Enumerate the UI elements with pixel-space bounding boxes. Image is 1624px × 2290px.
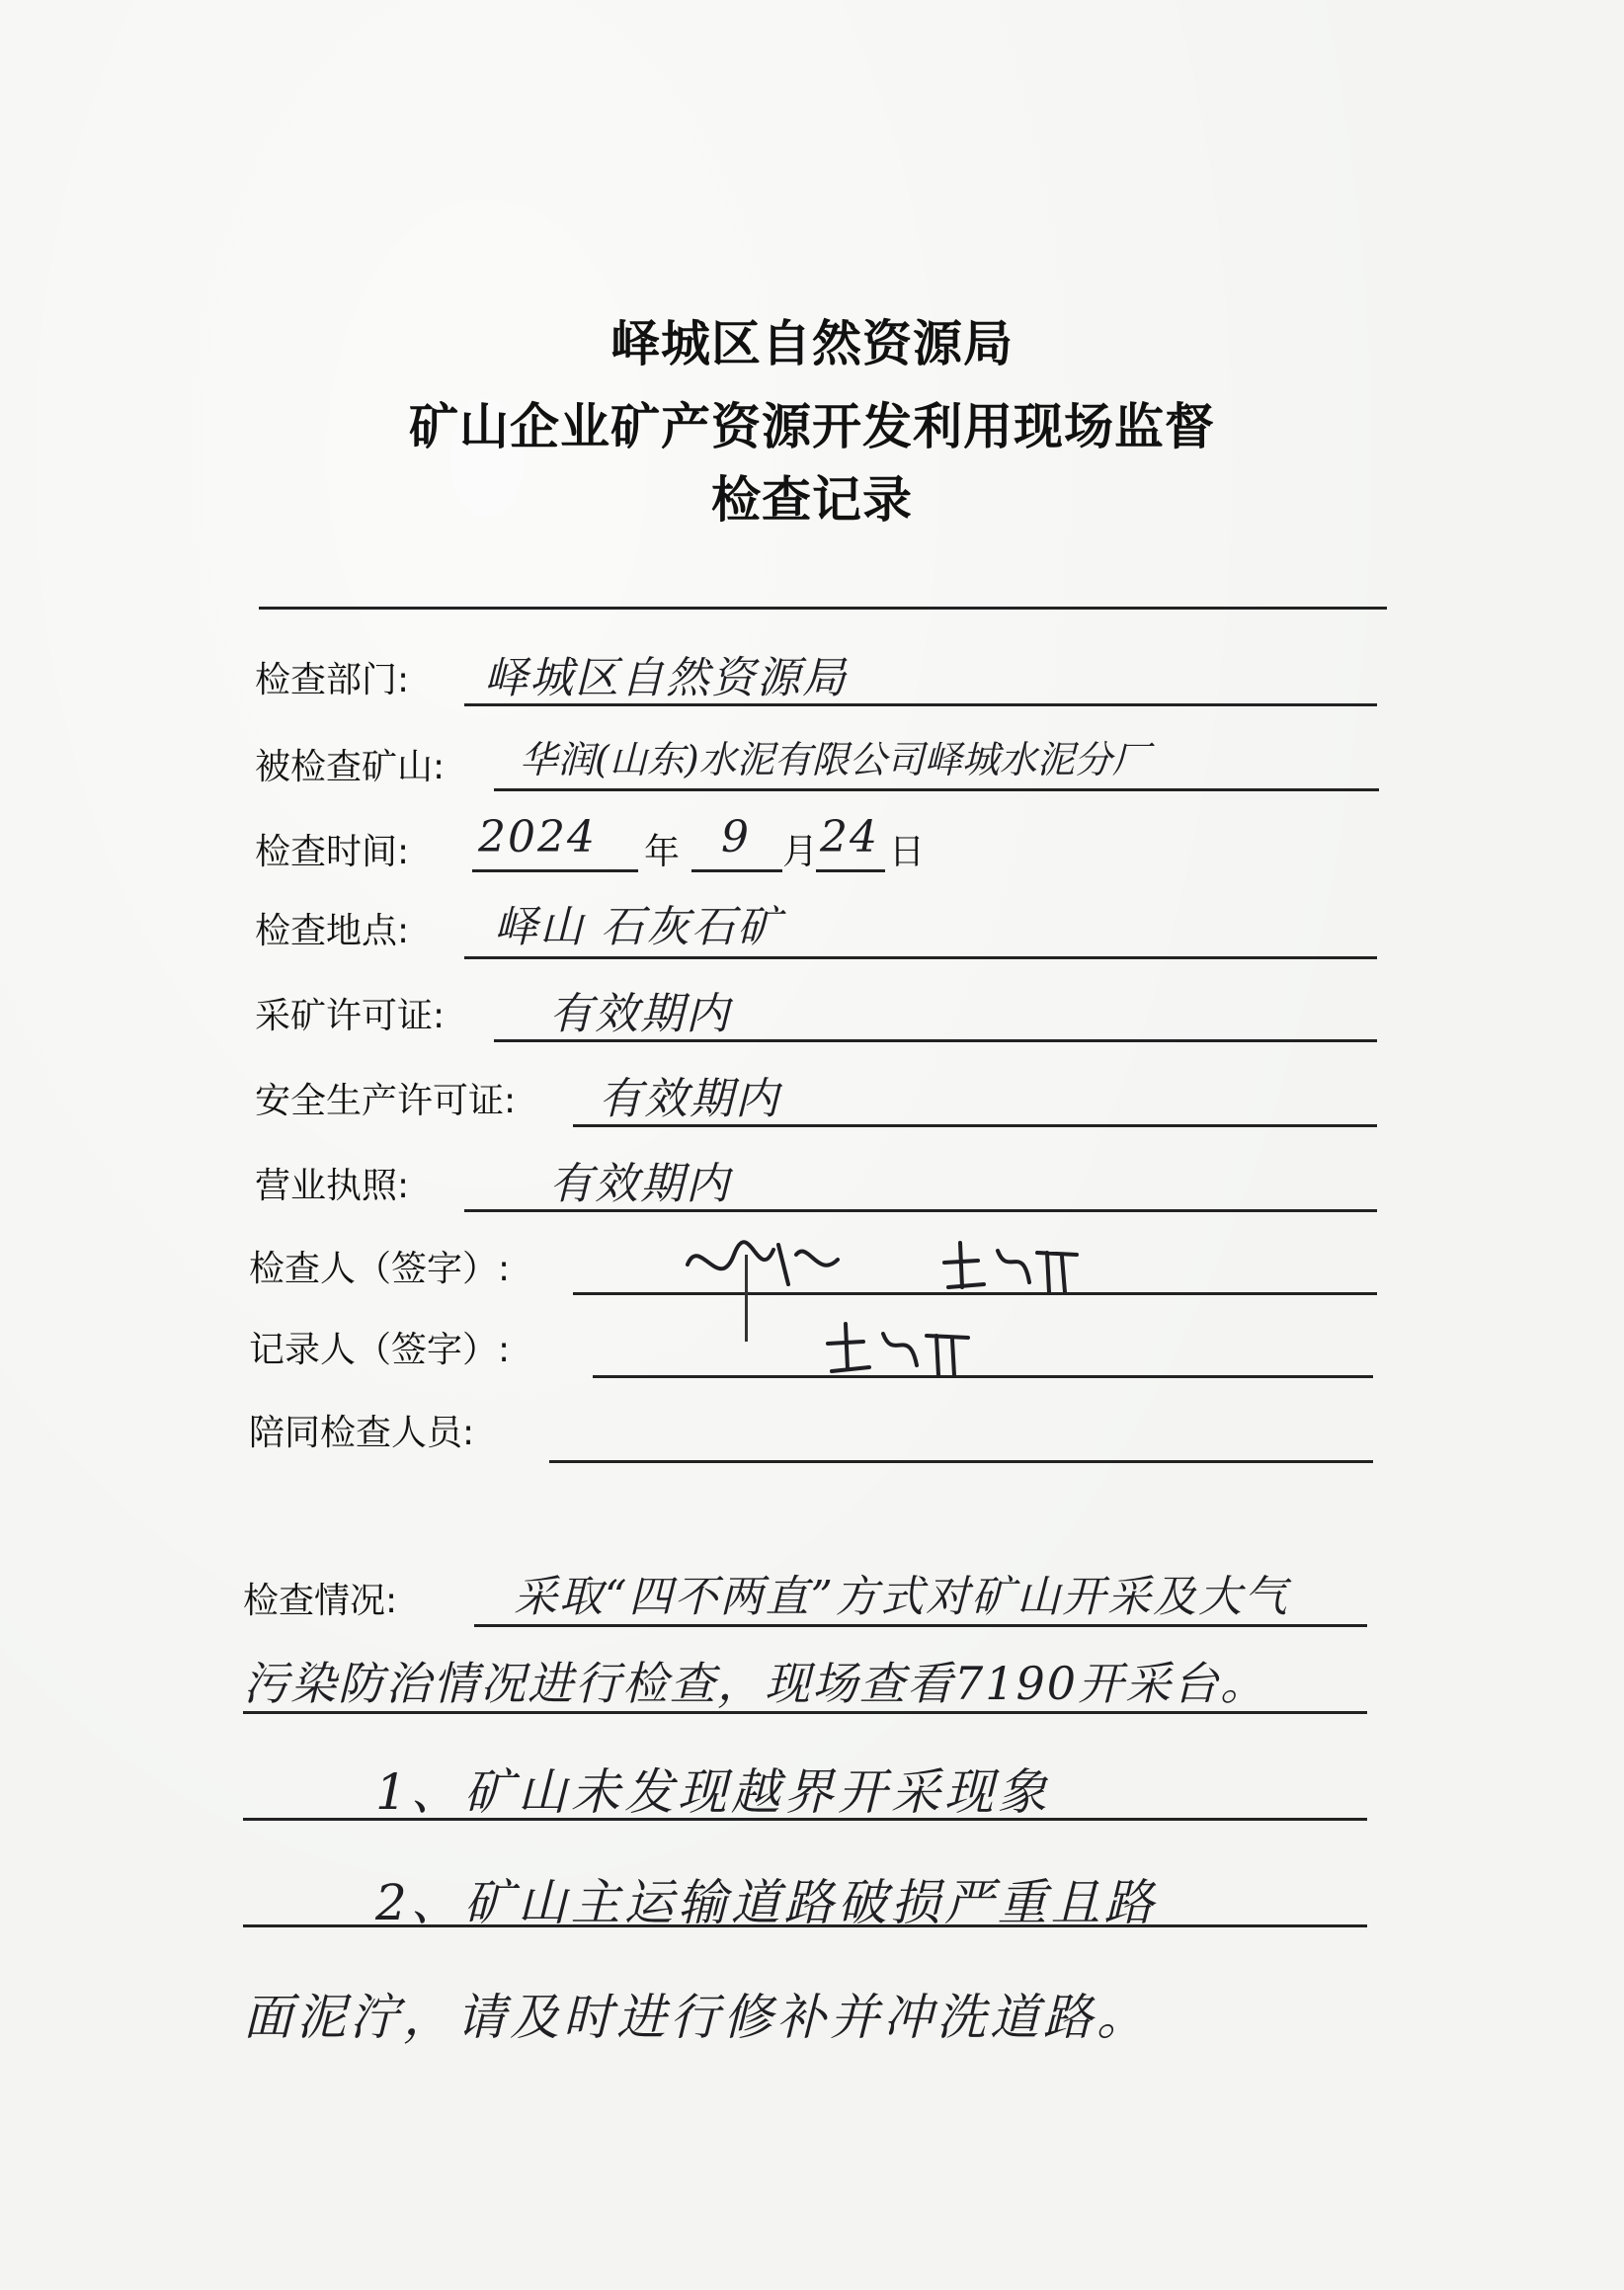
recorder-label: 记录人（签字）: (249, 1330, 511, 1370)
department-line (464, 703, 1377, 706)
findings-line-4: 2、矿山主运输道路破损严重且路 (375, 1874, 1158, 1931)
inspected-mine-line (494, 788, 1379, 791)
accompanying-line (549, 1460, 1373, 1463)
accompanying-label: 陪同检查人员: (249, 1413, 475, 1453)
inspection-month: 9 (721, 812, 751, 862)
location-line (464, 956, 1377, 959)
month-unit: 月 (782, 832, 819, 872)
inspected-mine-value: 华润(山东)水泥有限公司峄城水泥分厂 (520, 738, 1150, 781)
findings-rule-2 (243, 1711, 1367, 1714)
signature-divider-mark (745, 1255, 748, 1342)
findings-rule-1 (474, 1624, 1367, 1627)
document-title: 矿山企业矿产资源开发利用现场监督 (409, 398, 1215, 455)
mining-license-label: 采矿许可证: (255, 996, 446, 1036)
inspection-date-label: 检查时间: (255, 832, 410, 872)
findings-label: 检查情况: (243, 1581, 398, 1621)
business-license-label: 营业执照: (255, 1166, 410, 1206)
department-value: 峄城区自然资源局 (484, 653, 848, 703)
header-divider (259, 607, 1387, 610)
inspected-mine-label: 被检查矿山: (255, 747, 446, 787)
findings-rule-3 (243, 1818, 1367, 1821)
mining-license-value: 有效期内 (549, 989, 731, 1039)
findings-line-3: 1、矿山未发现越界开采现象 (375, 1763, 1051, 1821)
location-value: 峄山 石灰石矿 (494, 902, 782, 952)
findings-rule-4 (243, 1924, 1367, 1927)
safety-license-label: 安全生产许可证: (255, 1081, 517, 1121)
year-unit: 年 (644, 832, 681, 872)
findings-line-2: 污染防治情况进行检查，现场查看7190开采台。 (243, 1657, 1268, 1710)
inspection-day: 24 (820, 812, 879, 862)
findings-line-1: 采取“四不两直”方式对矿山开采及大气 (514, 1572, 1289, 1622)
day-unit: 日 (889, 832, 926, 872)
safety-license-line (573, 1124, 1377, 1127)
location-label: 检查地点: (255, 911, 410, 951)
document-subtitle: 检查记录 (711, 471, 913, 529)
department-label: 检查部门: (255, 660, 410, 700)
inspection-day-line (816, 869, 885, 872)
findings-line-5: 面泥泞，请及时进行修补并冲洗道路。 (243, 1989, 1150, 2046)
inspection-year-line (472, 869, 638, 872)
business-license-value: 有效期内 (549, 1159, 731, 1209)
recorder-line (593, 1375, 1373, 1378)
inspector-label: 检查人（签字）: (249, 1249, 511, 1289)
inspection-year: 2024 (478, 812, 597, 862)
inspector-line (573, 1292, 1377, 1295)
mining-license-line (494, 1039, 1377, 1042)
inspection-month-line (691, 869, 782, 872)
agency-title: 峄城区自然资源局 (610, 315, 1014, 372)
business-license-line (464, 1209, 1377, 1212)
safety-license-value: 有效期内 (599, 1074, 780, 1124)
